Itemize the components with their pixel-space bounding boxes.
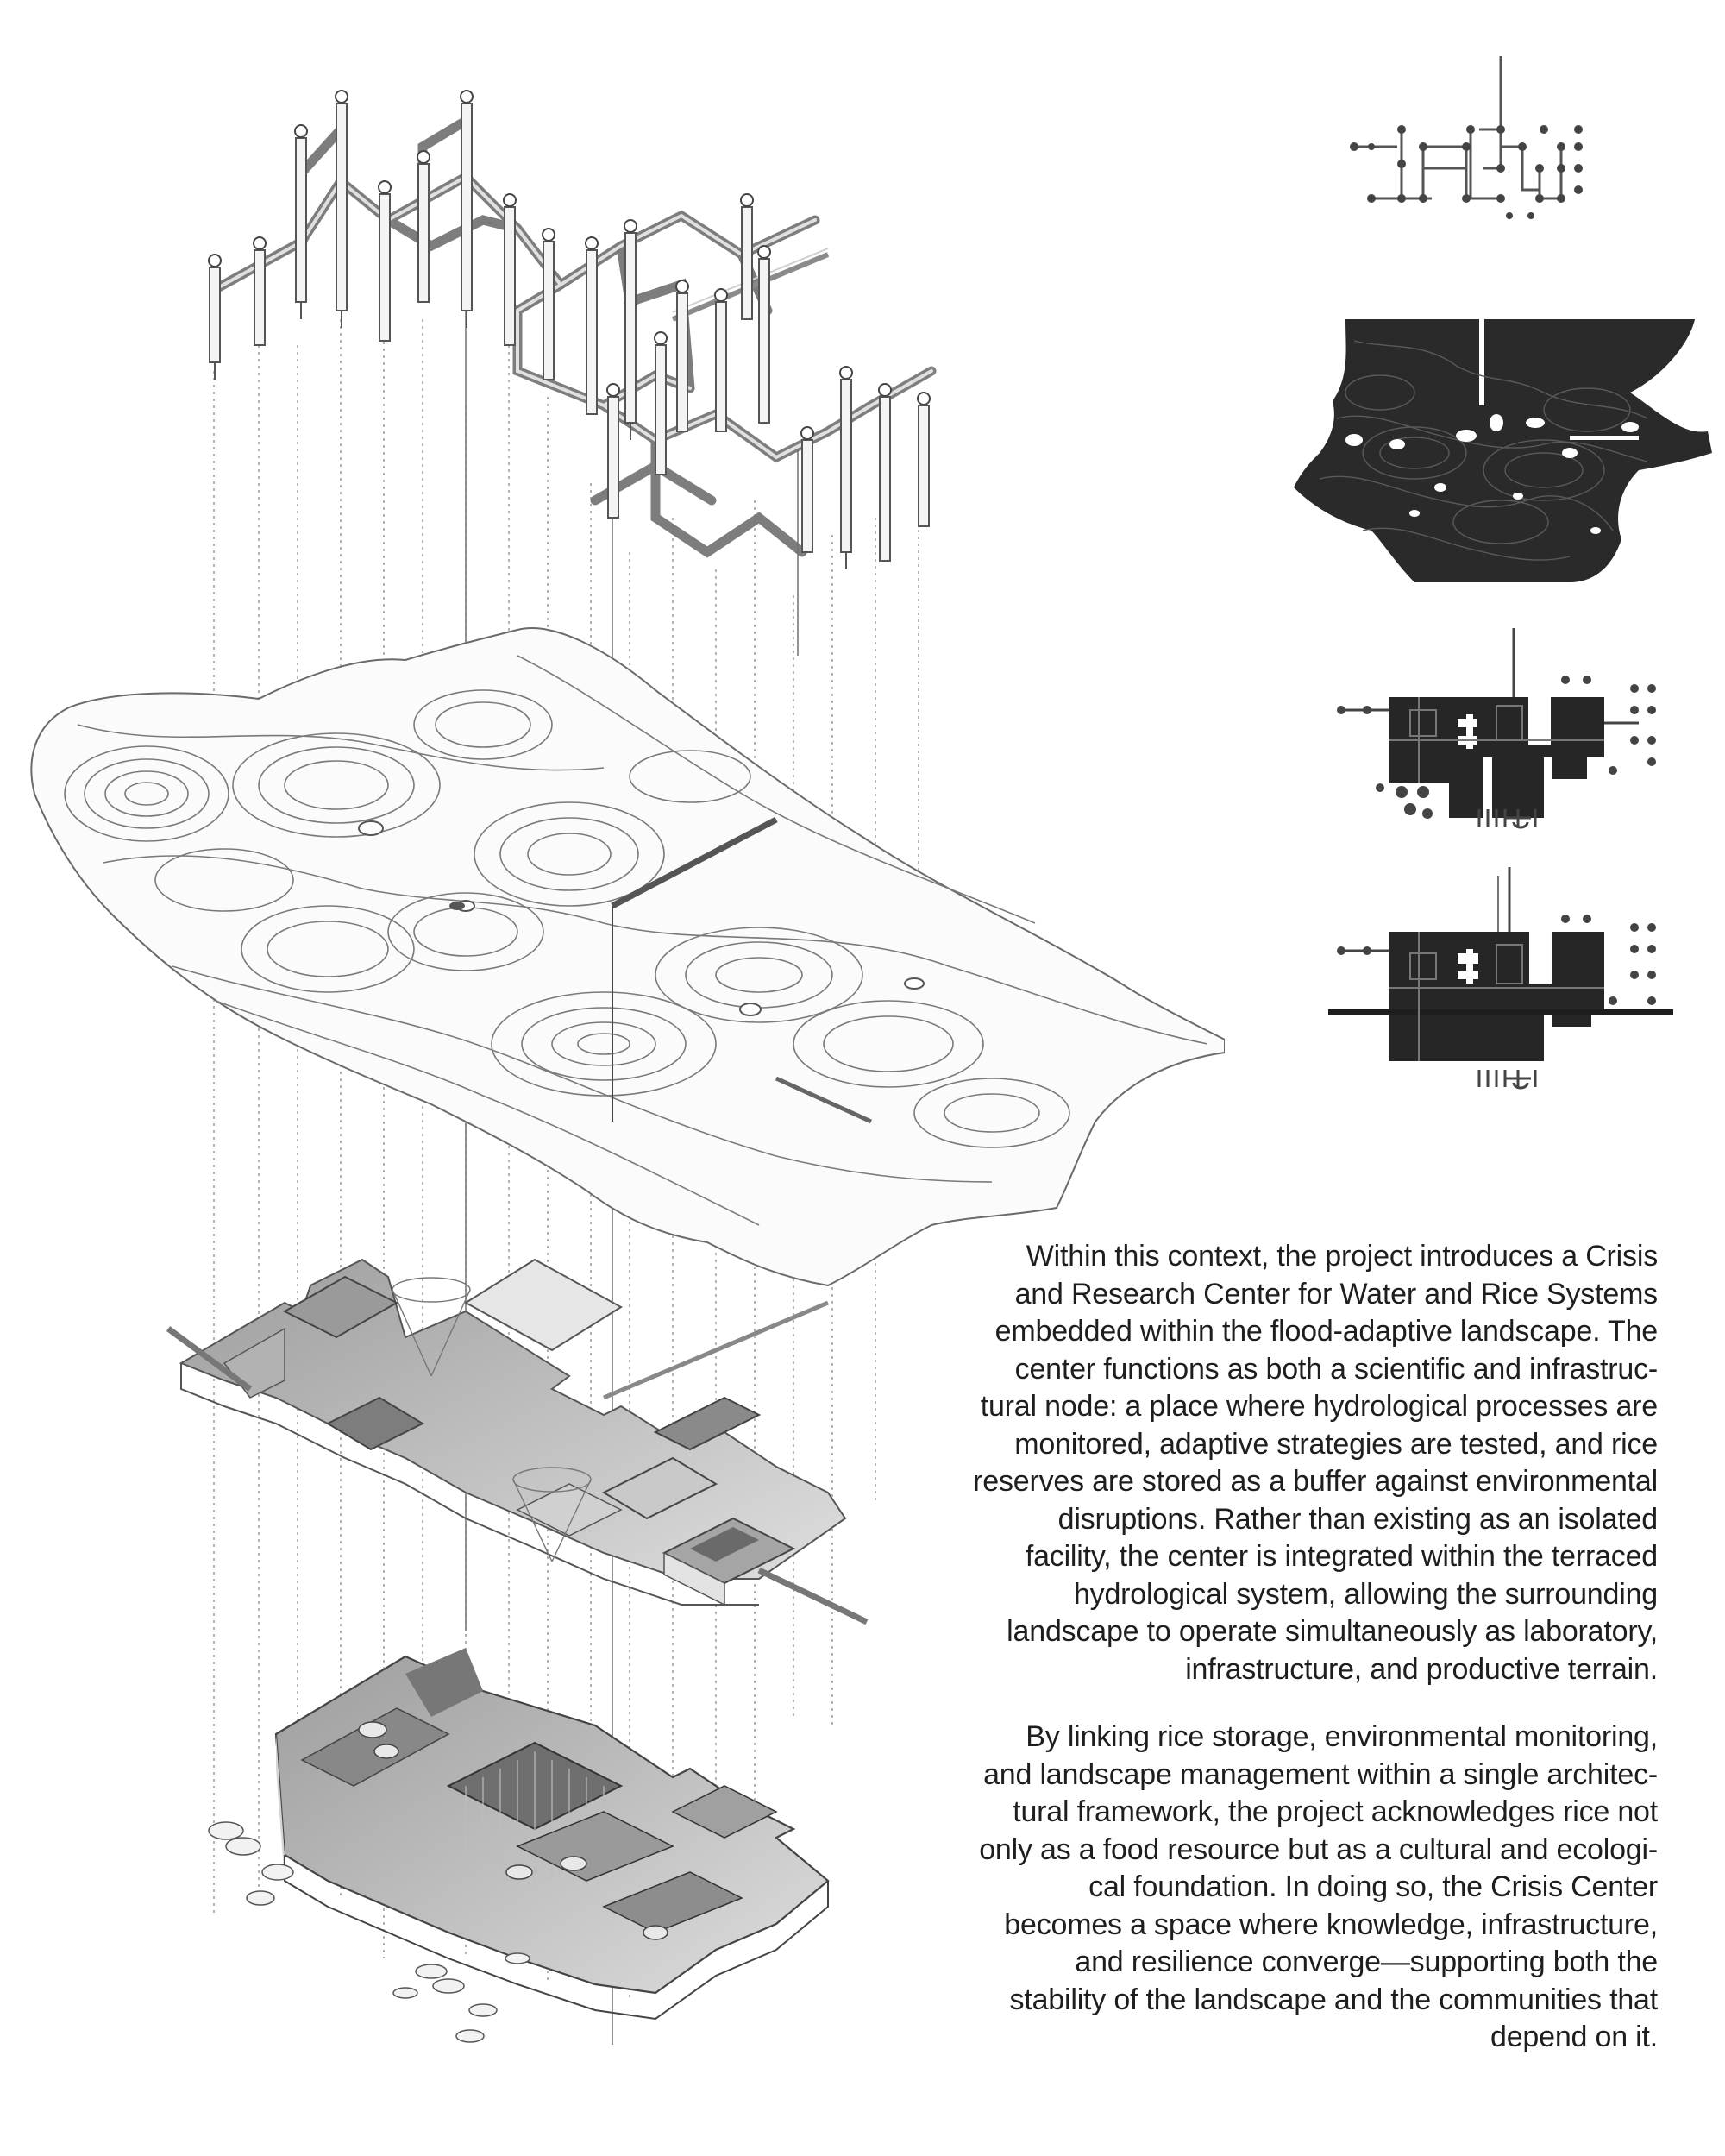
paragraph-line: and Research Center for Water and Rice Systems bbox=[1014, 1277, 1658, 1311]
dark-topographic-plan bbox=[1285, 315, 1716, 600]
paragraph-line: only as a food resource but as a cultural and ecologi- bbox=[979, 1832, 1658, 1866]
paragraph-line: Within this context, the project introduces a Crisis bbox=[1026, 1240, 1658, 1273]
description-paragraph-2 bbox=[916, 1719, 1658, 2057]
paragraph-line: reserves are stored as a buffer against environmental bbox=[973, 1465, 1658, 1498]
paragraph-line: disruptions. Rather than existing as an isolated bbox=[1057, 1502, 1658, 1536]
contour-terrain bbox=[31, 628, 1225, 1285]
paragraph-line: center functions as both a scientific and infrastruc- bbox=[1014, 1352, 1658, 1386]
paragraph-line: embedded within the flood-adaptive landscape. The bbox=[994, 1315, 1658, 1348]
paragraph-line: landscape to operate simultaneously as laboratory, bbox=[1007, 1615, 1658, 1648]
lower-building-level bbox=[209, 1648, 828, 2042]
paragraph-line: monitored, adaptive strategies are tested, and rice bbox=[1014, 1427, 1658, 1461]
paragraph-line: tural framework, the project acknowledges rice not bbox=[1013, 1795, 1658, 1828]
paragraph-line: cal foundation. In doing so, the Crisis Center bbox=[1088, 1870, 1658, 1903]
paragraph-line: hydrological system, allowing the surrounding bbox=[1073, 1577, 1658, 1611]
paragraph-line: depend on it. bbox=[1490, 2021, 1658, 2053]
paragraph-line: tural node: a place where hydrological processes are bbox=[980, 1390, 1658, 1423]
paragraph-line: becomes a space where knowledge, infrastructure, bbox=[1004, 1908, 1658, 1941]
paragraph-line: By linking rice storage, environmental monitoring, bbox=[1026, 1720, 1658, 1753]
column-grid-plan bbox=[1328, 47, 1622, 246]
paragraph-line: facility, the center is integrated within the terraced bbox=[1025, 1540, 1658, 1573]
paragraph-line: and landscape management within a single architec- bbox=[983, 1757, 1658, 1791]
description-paragraph-1 bbox=[916, 1238, 1658, 1688]
paragraph-line: and resilience converge—supporting both the bbox=[1075, 1945, 1658, 1978]
ground-plan-dark-with-water-channel bbox=[1320, 863, 1682, 1096]
paragraph-line: infrastructure, and productive terrain. bbox=[1185, 1652, 1658, 1686]
frame-columns bbox=[210, 104, 929, 561]
structural-frame bbox=[209, 91, 932, 569]
paragraph-line: stability of the landscape and the communities that bbox=[1009, 1983, 1658, 2016]
upper-building-level bbox=[168, 1260, 867, 1622]
ground-plan-dark bbox=[1328, 628, 1673, 835]
